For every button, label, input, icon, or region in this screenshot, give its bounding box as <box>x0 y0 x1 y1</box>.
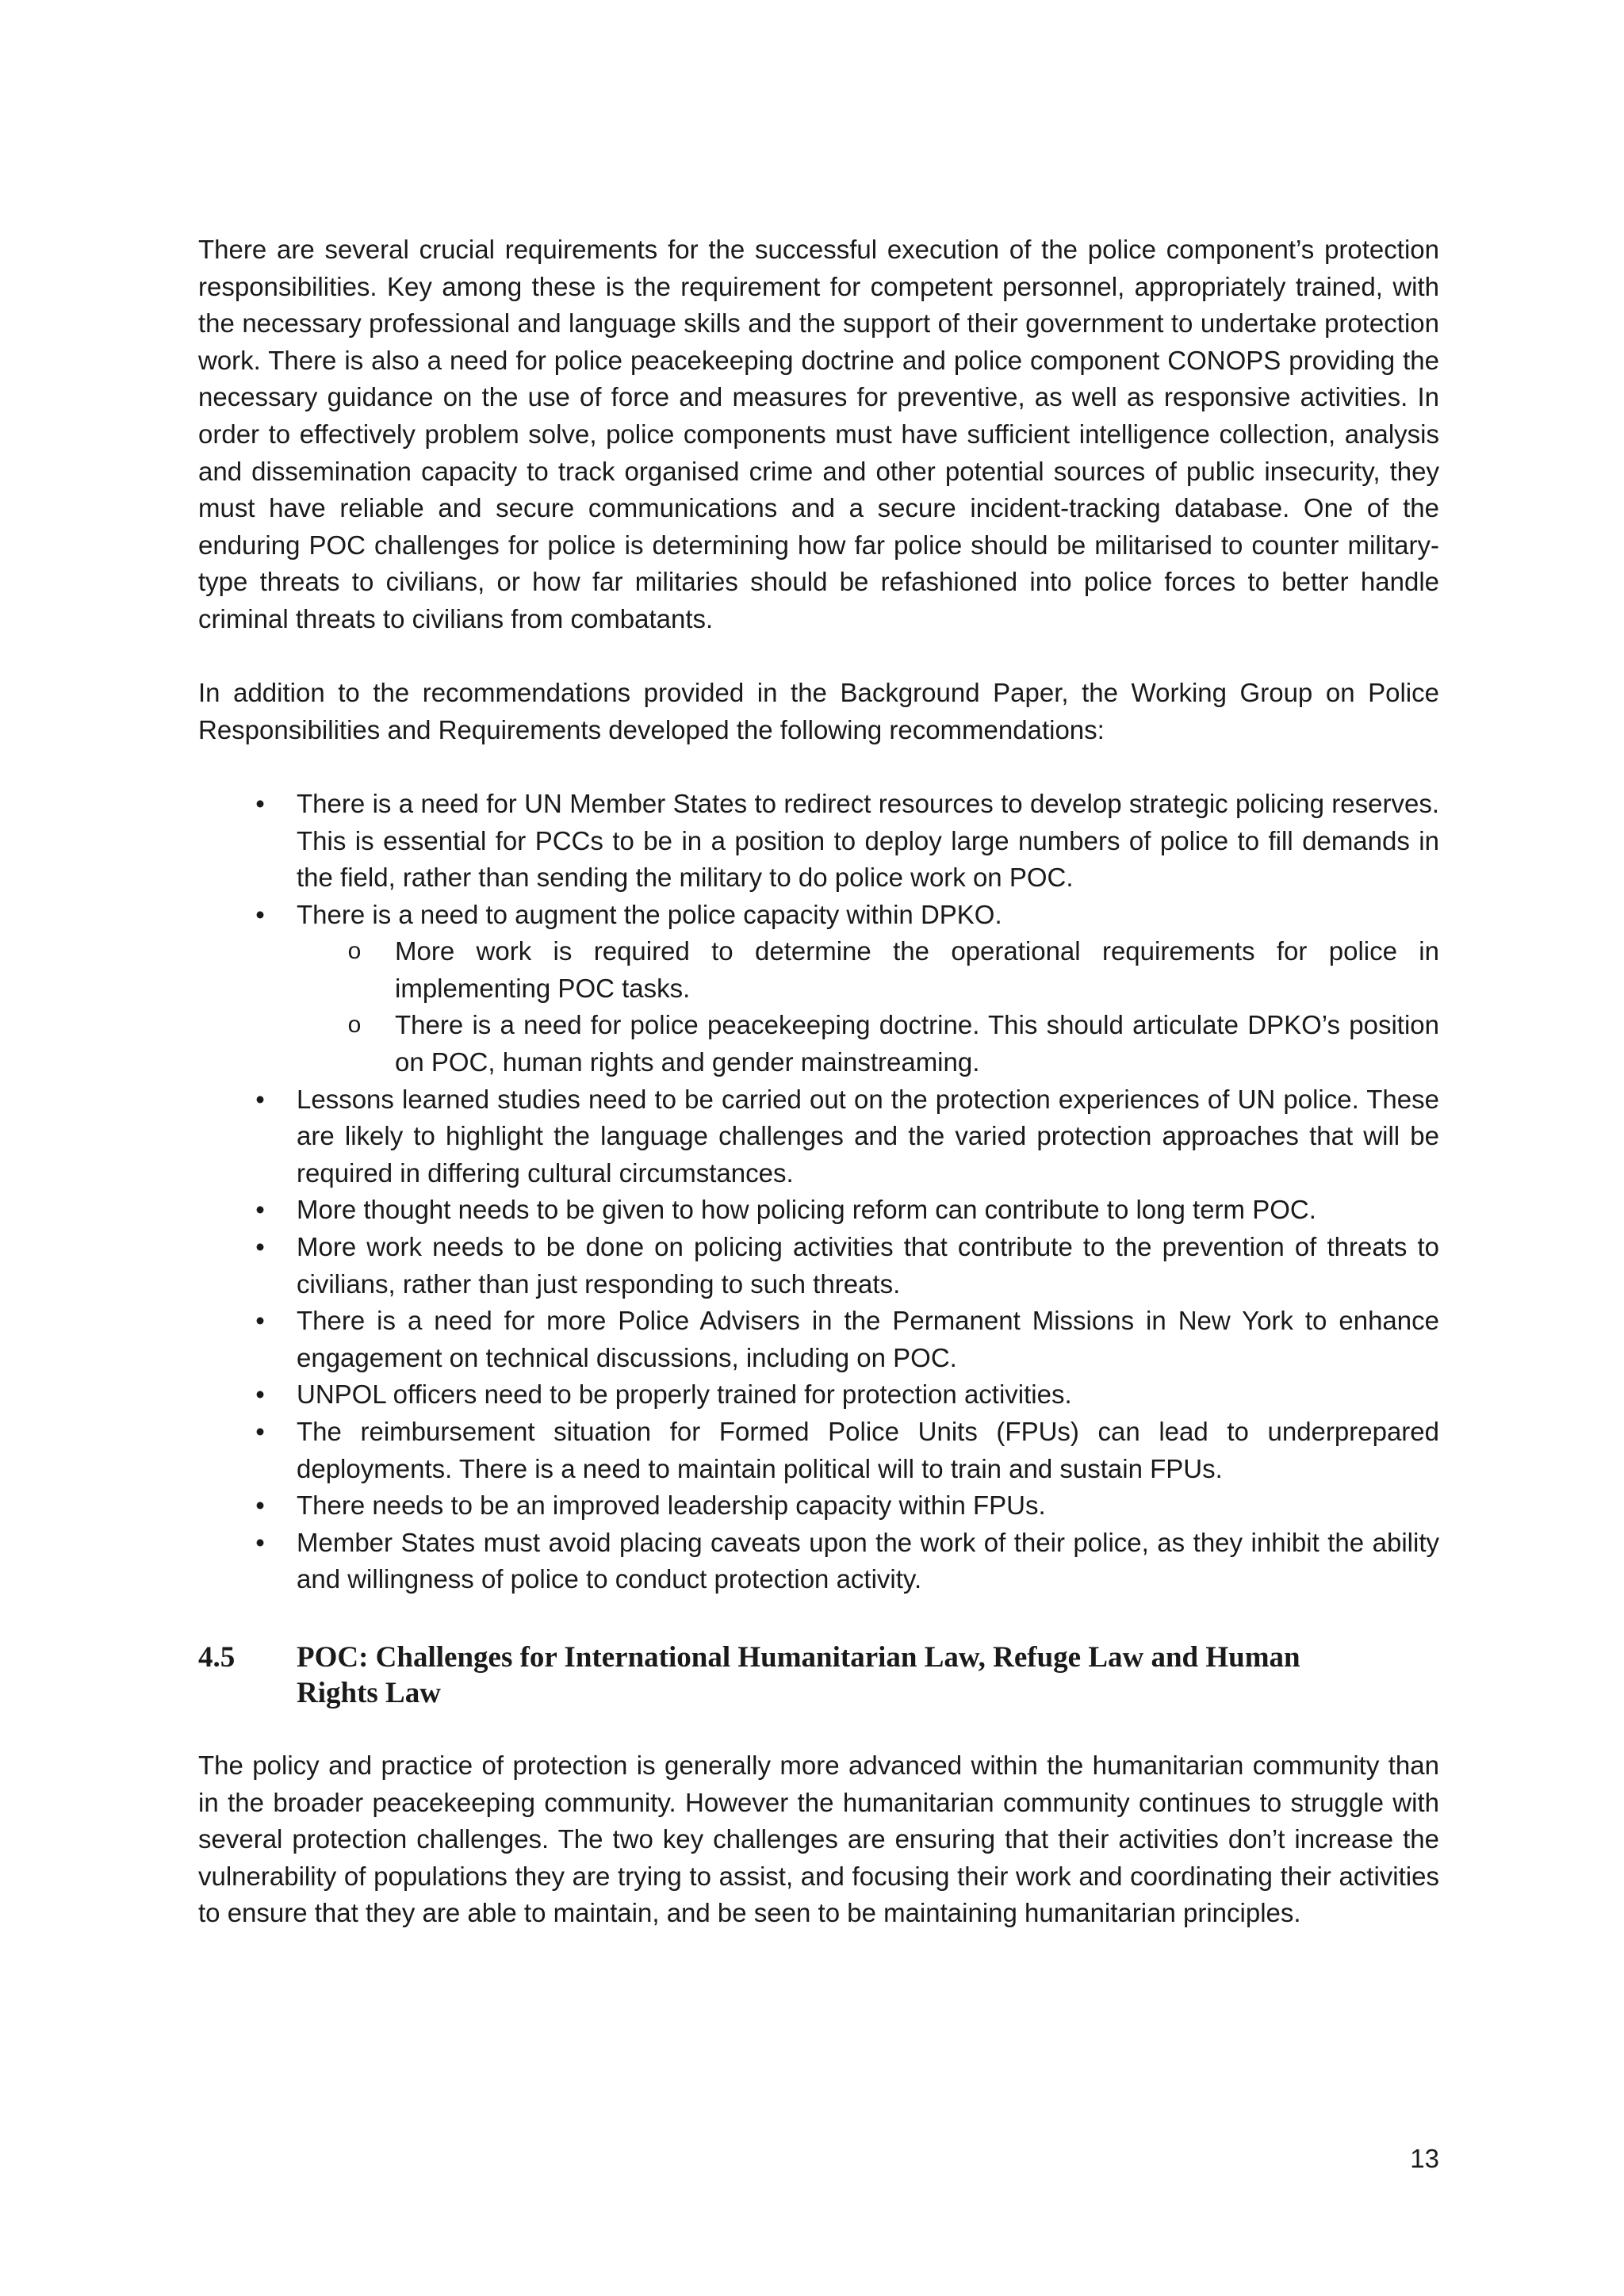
bullet-icon: • <box>255 1527 265 1557</box>
list-item-text: There is a need to augment the police capacity within DPKO. <box>297 899 1002 929</box>
page-number: 13 <box>1410 2144 1439 2173</box>
sub-bullet-icon: o <box>347 938 362 965</box>
list-item-text: More thought needs to be given to how policing reform can contribute to long term POC. <box>297 1195 1316 1225</box>
list-item-text: Lessons learned studies need to be carried out on the protection experiences of UN police. These are likely to highlight the language challenges and the varied protection approaches that will be required in differing cultural circumstances. <box>297 1084 1439 1188</box>
sub-list-item <box>297 1007 1439 1081</box>
bullet-icon: • <box>255 788 265 818</box>
list-item-text: UNPOL officers need to be properly trained for protection activities. <box>297 1380 1072 1410</box>
list-item <box>198 1229 1439 1303</box>
section-number: 4.5 <box>198 1640 236 1674</box>
section-title: POC: Challenges for International Humanitarian Law, Refuge Law and Human Rights Law <box>297 1640 1300 1709</box>
section-heading <box>198 1640 1439 1711</box>
list-item <box>198 786 1439 897</box>
bullet-icon: • <box>255 1232 265 1262</box>
section-paragraph: The policy and practice of protection is generally more advanced within the humanitarian community than in the broader peacekeeping community. However the humanitarian community continues to struggle with several protection challenges. The two key challenges are ensuring that their activities don’t increase the vulnerability of populations they are trying to assist, and focusing their work and coordinating their activities to ensure that they are able to maintain, and be seen to be maintaining humanitarian principles. <box>198 1750 1439 1928</box>
list-item <box>198 1376 1439 1414</box>
bullet-icon: • <box>255 1084 265 1114</box>
list-item <box>198 1192 1439 1229</box>
sub-bullet-icon: o <box>347 1012 362 1039</box>
intro-paragraph: There are several crucial requirements for the successful execution of the police component’s protection responsibilities. Key among these is the requirement for competent personnel, appropriately trained, with the necessary professional and language skills and the support of their government to undertake protection work. There is also a need for police peacekeeping doctrine and police component CONOPS providing the necessary guidance on the use of force and measures for preventive, as well as responsive activities. In order to effectively problem solve, police components must have sufficient intelligence collection, analysis and dissemination capacity to track organised crime and other potential sources of public insecurity, they must have reliable and secure communications and a secure incident-tracking database. One of the enduring POC challenges for police is determining how far police should be militarised to counter military-type threats to civilians, or how far militaries should be refashioned into police forces to better handle criminal threats to civilians from combatants. <box>198 235 1439 633</box>
sub-list-item-text: There is a need for police peacekeeping doctrine. This should articulate DPKO’s position on POC, human rights and gender mainstreaming. <box>395 1010 1439 1077</box>
sub-list-item <box>297 933 1439 1007</box>
list-item-text: There needs to be an improved leadership capacity within FPUs. <box>297 1490 1046 1521</box>
sub-list-item-text: More work is required to determine the operational requirements for police in implementing POC tasks. <box>395 936 1439 1003</box>
list-item-text: Member States must avoid placing caveats upon the work of their police, as they inhibit the ability and willingness of police to conduct protection activity. <box>297 1527 1439 1594</box>
bullet-icon: • <box>255 1490 265 1521</box>
list-item <box>198 1303 1439 1376</box>
list-item <box>198 1525 1439 1598</box>
bullet-icon: • <box>255 1306 265 1336</box>
list-item-text: There is a need for more Police Advisers in the Permanent Missions in New York to enhance engagement on technical discussions, including on POC. <box>297 1306 1439 1372</box>
list-item-text: There is a need for UN Member States to redirect resources to develop strategic policing reserves. This is essential for PCCs to be in a position to deploy large numbers of police to fill demands in the field, rather than sending the military to do police work on POC. <box>297 788 1439 893</box>
bullet-icon: • <box>255 899 265 929</box>
list-item <box>198 897 1439 1081</box>
bullet-icon: • <box>255 1380 265 1410</box>
list-item <box>198 1414 1439 1487</box>
recommendations-list <box>198 786 1439 1598</box>
document-page <box>198 232 1439 1932</box>
list-item-text: The reimbursement situation for Formed Police Units (FPUs) can lead to underprepared deployments. There is a need to maintain political will to train and sustain FPUs. <box>297 1417 1439 1483</box>
bullet-icon: • <box>255 1195 265 1225</box>
sub-list <box>297 933 1439 1081</box>
recommendations-intro-paragraph: In addition to the recommendations provided in the Background Paper, the Working Group on Police Responsibilities and Requirements developed the following recommendations: <box>198 678 1439 744</box>
bullet-icon: • <box>255 1417 265 1446</box>
list-item-text: More work needs to be done on policing activities that contribute to the prevention of threats to civilians, rather than just responding to such threats. <box>297 1232 1439 1299</box>
list-item <box>198 1487 1439 1525</box>
list-item <box>198 1081 1439 1192</box>
